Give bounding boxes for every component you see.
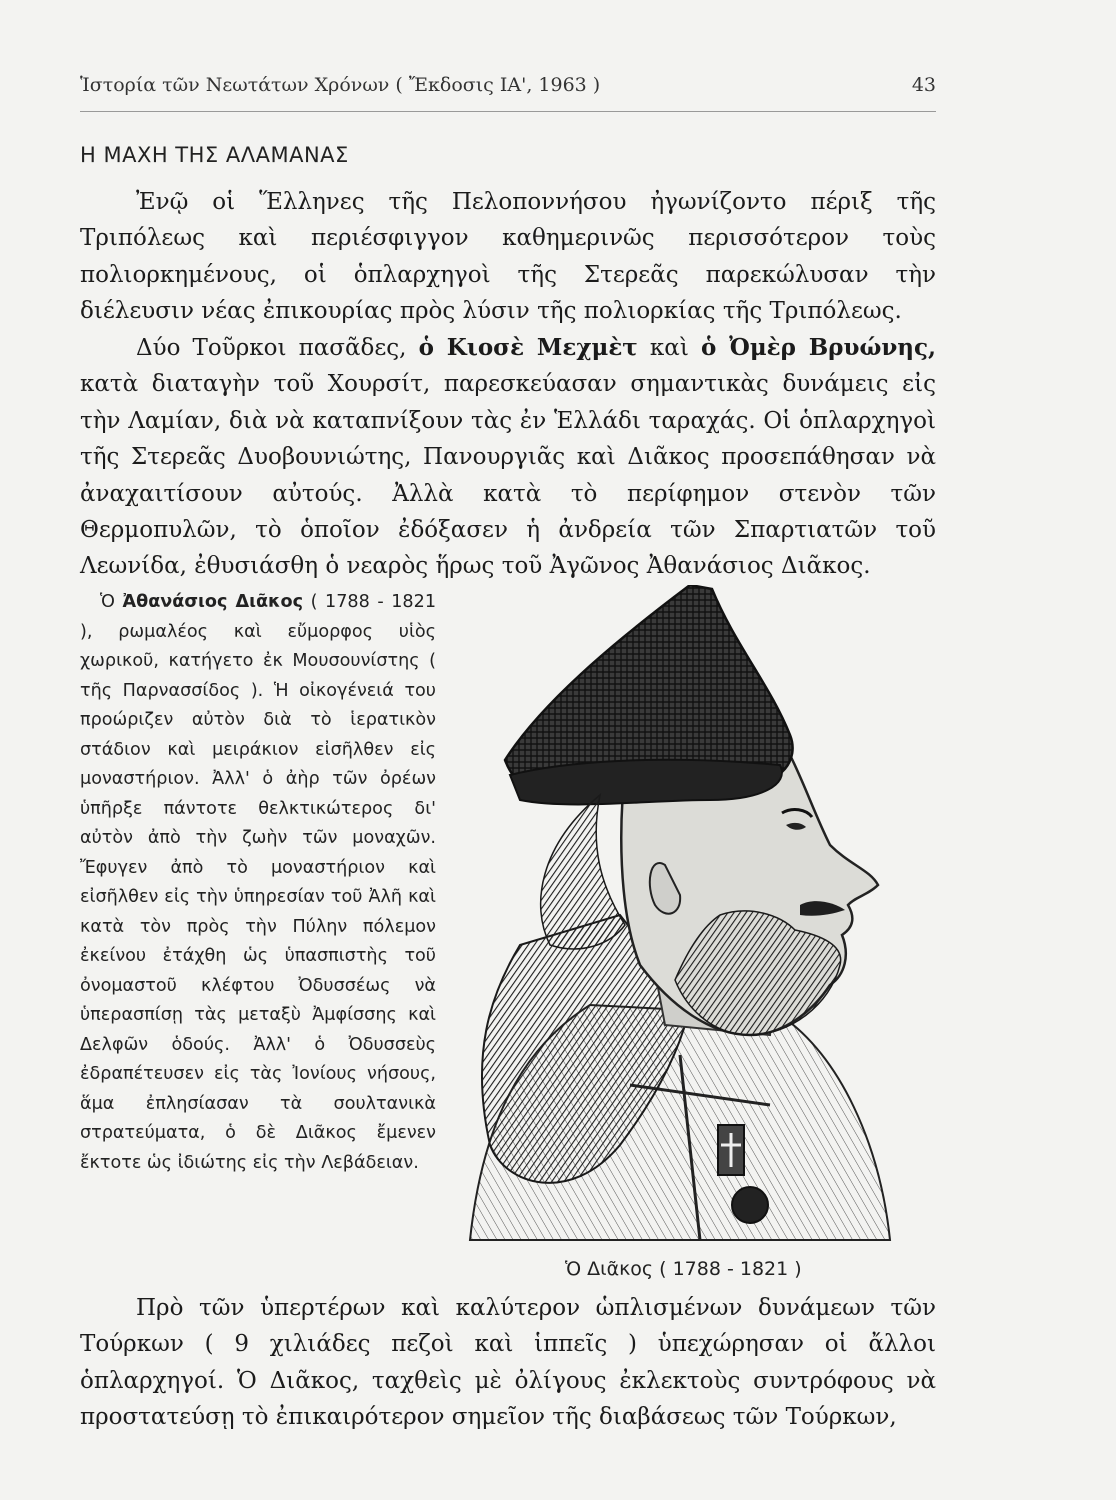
paragraph-2-start: Δύο Τοῦρκοι πασᾶδες, bbox=[136, 335, 407, 361]
diakos-portrait bbox=[450, 585, 920, 1245]
paragraph-3 bbox=[80, 1290, 936, 1436]
running-title: Ἱστορία τῶν Νεωτάτων Χρόνων ( Ἔκδοσις ΙΑ', 1963 ) bbox=[80, 74, 601, 96]
biography-sidebar bbox=[80, 588, 436, 1178]
running-header bbox=[80, 74, 936, 96]
paragraph-2-conjunction: καὶ bbox=[649, 335, 689, 361]
paragraph-2 bbox=[80, 330, 936, 585]
pasha-name-omer-vryonis: ὁ Ὀμὲρ Βρυώνης, bbox=[700, 334, 937, 361]
sidebar-article: Ὁ bbox=[100, 592, 115, 612]
portrait-caption: Ὁ Διᾶκος ( 1788 - 1821 ) bbox=[565, 1258, 802, 1280]
paragraph-3-text: Πρὸ τῶν ὑπερτέρων καὶ καλύτερον ὡπλισμένων δυνάμεων τῶν Τούρκων ( 9 χιλιάδες πεζοὶ καὶ ἱππεῖς ) ὑπεχώρησαν οἱ ἄλλοι ὁπλαρχηγοί. Ὁ Διᾶκος, ταχθεὶς μὲ ὀλίγους ἐκλεκτοὺς συντρόφους νὰ προστατεύσῃ τὸ ἐπικαιρότερον σημεῖον τῆς διαβάσεως τῶν Τούρκων, bbox=[80, 1295, 936, 1431]
page-number: 43 bbox=[911, 74, 936, 96]
paragraph-1 bbox=[80, 184, 936, 330]
sidebar-text: ( 1788 - 1821 ), ρωμαλέος καὶ εὔμορφος υἱὸς χωρικοῦ, κατήγετο ἐκ Μουσουνίστης ( τῆς Παρνασσίδος ). Ἡ οἰκογένειά του προώριζεν αὐτὸν διὰ τὸ ἱερατικὸν στάδιον καὶ μειράκιον εἰσῆλθεν εἰς μοναστήριον. Ἀλλ' ὁ ἀὴρ τῶν ὀρέων ὑπῆρξε πάντοτε θελκτικώτερος δι' αὐτὸν ἀπὸ τὴν ζωὴν τῶν μοναχῶν. Ἔφυγεν ἀπὸ τὸ μοναστήριον καὶ εἰσῆλθεν εἰς τὴν ὑπηρεσίαν τοῦ Ἀλῆ καὶ κατὰ τὸν πρὸς τὴν Πύλην πόλεμον ἐκείνου ἐτάχθη ὡς ὑπασπιστὴς τοῦ ὀνομαστοῦ κλέφτου Ὀδυσσέως νὰ ὑπερασπίσῃ τὰς μεταξὺ Ἀμφίσσης καὶ Δελφῶν ὁδούς. Ἀλλ' ὁ Ὀδυσσεὺς ἐδραπέτευσεν εἰς τὰς Ἰονίους νήσους, ἅμα ἐπλησίασαν τὰ σουλτανικὰ στρατεύματα, ὁ δὲ Διᾶκος ἔμενεν ἔκτοτε ὡς ἰδιώτης εἰς τὴν Λεβάδειαν. bbox=[80, 592, 437, 1173]
header-rule bbox=[80, 111, 936, 112]
paragraph-2-rest: κατὰ διαταγὴν τοῦ Χουρσίτ, παρεσκεύασαν σημαντικὰς δυνάμεις εἰς τὴν Λαμίαν, διὰ νὰ καταπνίξουν τὰς ἐν Ἑλλάδι ταραχάς. Οἱ ὁπλαρχηγοὶ τῆς Στερεᾶς Δυοβουνιώτης, Πανουργιᾶς καὶ Διᾶκος προσεπάθησαν νὰ ἀναχαιτίσουν αὐτούς. Ἀλλὰ κατὰ τὸ περίφημον στενὸν τῶν Θερμοπυλῶν, τὸ ὁποῖον ἐδόξασεν ἡ ἀνδρεία τῶν Σπαρτιατῶν τοῦ Λεωνίδα, ἐθυσιάσθη ὁ νεαρὸς ἥρως τοῦ Ἀγῶνος Ἀθανάσιος Διᾶκος. bbox=[80, 371, 936, 580]
sidebar-name: Ἀθανάσιος Διᾶκος bbox=[122, 592, 304, 612]
pasha-name-kiose-mehmet: ὁ Κιοσὲ Μεχμὲτ bbox=[418, 334, 638, 361]
paragraph-1-text: Ἐνῷ οἱ Ἕλληνες τῆς Πελοποννήσου ἠγωνίζοντο πέριξ τῆς Τριπόλεως καὶ περιέσφιγγον καθημερινῶς περισσότερον τοὺς πολιορκημένους, οἱ ὁπλαρχηγοὶ τῆς Στερεᾶς παρεκώλυσαν τὴν διέλευσιν νέας ἐπικουρίας πρὸς λύσιν τῆς πολιορκίας τῆς Τριπόλεως. bbox=[80, 189, 936, 325]
section-title: Η ΜΑΧΗ ΤΗΣ ΑΛΑΜΑΝΑΣ bbox=[80, 143, 349, 167]
